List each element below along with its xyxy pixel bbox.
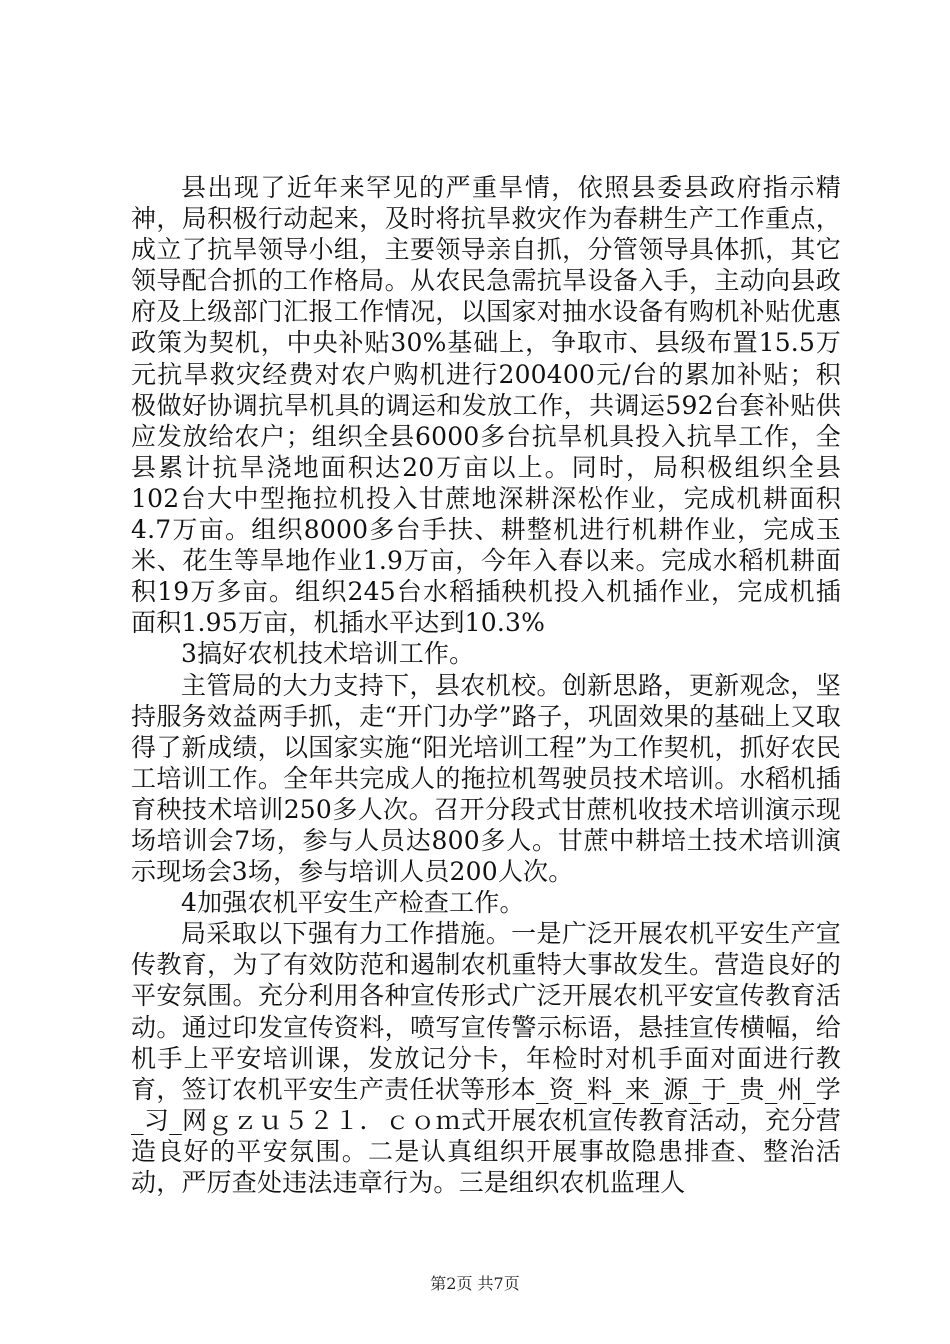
heading-safety: 4加强农机平安生产检查工作。 xyxy=(181,888,525,918)
paragraph-training: 主管局的大力支持下，县农机校。创新思路，更新观念，坚持服务效益两手抓，走“开门办学”路子，巩固效果的基础上又取得了新成绩，以国家实施“阳光培训工程”为工作契机，抓好农民工培训工作。全年共完成人的拖拉机驾驶员技术培训。水稻机插育秧技术培训250多人次。召开分段式甘蔗机收技术培训演示现场培训会7场，参与人员达800多人。甘蔗中耕培土技术培训演示现场会3场，参与培训人员200人次。 xyxy=(131,670,841,887)
paragraph-safety: 局采取以下强有力工作措施。一是广泛开展农机平安生产宣传教育，为了有效防范和遏制农机重特大事故发生。营造良好的平安氛围。充分利用各种宣传形式广泛开展农机平安宣传教育活动。通过印发宣传资料，喷写宣传警示标语，悬挂宣传横幅，给机手上平安培训课，发放记分卡，年检时对机手面对面进行教育，签订农机平安生产责任状等形本_资_料_来_源_于_贵_州_学_习_网ｇｚｕ５２１．ｃｏｍ式开展农机宣传教育活动，充分营造良好的平安氛围。二是认真组织开展事故隐患排查、整治活动，严厉查处违法违章行为。三是组织农机监理人 xyxy=(131,919,841,1197)
document-body xyxy=(131,172,841,1198)
heading-training: 3搞好农机技术培训工作。 xyxy=(181,639,475,669)
page-number-footer: 第2页 共7页 xyxy=(430,1274,520,1293)
paragraph-drought-relief: 县出现了近年来罕见的严重旱情，依照县委县政府指示精神，局积极行动起来，及时将抗旱救灾作为春耕生产工作重点，成立了抗旱领导小组，主要领导亲自抓，分管领导具体抓，其它领导配合抓的工作格局。从农民急需抗旱设备入手，主动向县政府及上级部门汇报工作情况，以国家对抽水设备有购机补贴优惠政策为契机，中央补贴30%基础上，争取市、县级布置15.5万元抗旱救灾经费对农户购机进行200400元/台的累加补贴；积极做好协调抗旱机具的调运和发放工作，共调运592台套补贴供应发放给农户；组织全县6000多台抗旱机具投入抗旱工作，全县累计抗旱浇地面积达20万亩以上。同时，局积极组织全县102台大中型拖拉机投入甘蔗地深耕深松作业，完成机耕面积4.7万亩。组织8000多台手扶、耕整机进行机耕作业，完成玉米、花生等旱地作业1.9万亩，今年入春以来。完成水稻机耕面积19万多亩。组织245台水稻插秧机投入机插作业，完成机插面积1.95万亩，机插水平达到10.3% xyxy=(131,173,841,638)
